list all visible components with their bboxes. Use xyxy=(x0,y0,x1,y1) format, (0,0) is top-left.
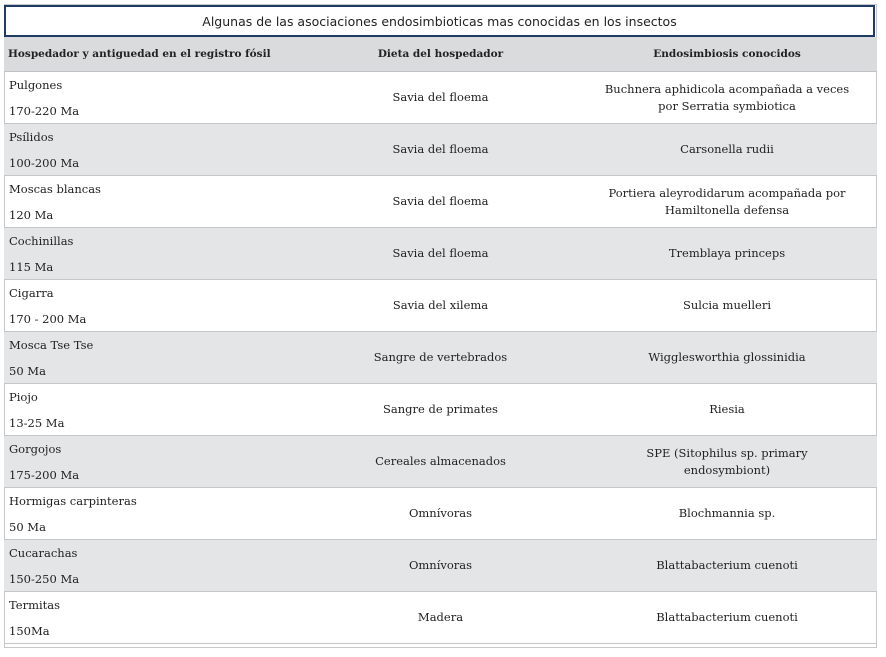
endosymbiont-text: Wigglesworthia glossinidia xyxy=(648,350,806,364)
endosymbiont-text: Blochmannia sp. xyxy=(678,506,776,520)
host-name: Moscas blancas xyxy=(9,182,101,196)
diet-cell: Sangre de vertebrados xyxy=(304,332,577,384)
table-row xyxy=(4,176,877,228)
endosymbiont-text: Sulcia muelleri xyxy=(682,298,772,312)
host-age: 100-200 Ma xyxy=(9,156,80,170)
header-row xyxy=(4,37,877,72)
endosymbiont-text: Portiera aleyrodidarum acompañada por Hamiltonella defensa xyxy=(608,185,846,217)
host-age: 50 Ma xyxy=(9,520,46,534)
host-name: Mosca Tse Tse xyxy=(9,338,94,352)
host-cell xyxy=(4,540,304,592)
header-host: Hospedador y antiguedad en el registro fósil xyxy=(4,37,304,72)
host-name: Cochinillas xyxy=(9,234,74,248)
header-diet: Dieta del hospedador xyxy=(304,37,577,72)
table-row xyxy=(4,488,877,540)
diet-cell: Savia del floema xyxy=(304,228,577,280)
endosymbiosis-table xyxy=(4,37,877,644)
host-age: 150Ma xyxy=(9,624,50,638)
host-age: 13-25 Ma xyxy=(9,416,65,430)
endosymbiont-cell xyxy=(577,592,877,644)
endosymbiont-cell xyxy=(577,72,877,124)
table-row xyxy=(4,592,877,644)
table-row xyxy=(4,72,877,124)
endosymbiont-text: Tremblaya princeps xyxy=(668,246,786,260)
table-row xyxy=(4,280,877,332)
host-cell xyxy=(4,384,304,436)
endosymbiont-text: Buchnera aphidicola acompañada a veces por Serratia symbiotica xyxy=(604,81,850,113)
endosymbiont-cell xyxy=(577,332,877,384)
endosymbiont-cell xyxy=(577,124,877,176)
diet-cell: Savia del xilema xyxy=(304,280,577,332)
endosymbiont-cell xyxy=(577,488,877,540)
host-name: Cigarra xyxy=(9,286,54,300)
endosymbiont-text: Carsonella rudii xyxy=(680,142,774,156)
endosymbiont-cell xyxy=(577,384,877,436)
diet-cell: Omnívoras xyxy=(304,488,577,540)
host-age: 170 - 200 Ma xyxy=(9,312,87,326)
host-cell xyxy=(4,488,304,540)
endosymbiont-cell xyxy=(577,436,877,488)
host-name: Gorgojos xyxy=(9,442,62,456)
endosymbiont-cell xyxy=(577,540,877,592)
table-row xyxy=(4,228,877,280)
host-cell xyxy=(4,176,304,228)
host-cell xyxy=(4,72,304,124)
host-name: Psílidos xyxy=(9,130,54,144)
endosymbiont-text: SPE (Sitophilus sp. primary endosymbiont) xyxy=(646,445,808,477)
host-cell xyxy=(4,436,304,488)
host-age: 150-250 Ma xyxy=(9,572,80,586)
table-row xyxy=(4,124,877,176)
host-age: 120 Ma xyxy=(9,208,54,222)
host-age: 115 Ma xyxy=(9,260,54,274)
table-row xyxy=(4,540,877,592)
host-name: Hormigas carpinteras xyxy=(9,494,137,508)
endosymbiont-cell xyxy=(577,176,877,228)
host-cell xyxy=(4,592,304,644)
host-age: 170-220 Ma xyxy=(9,104,80,118)
host-name: Piojo xyxy=(9,390,38,404)
host-cell xyxy=(4,332,304,384)
table-row xyxy=(4,436,877,488)
host-cell xyxy=(4,124,304,176)
diet-cell: Madera xyxy=(304,592,577,644)
host-cell xyxy=(4,280,304,332)
host-name: Cucarachas xyxy=(9,546,78,560)
endosymbiont-text: Riesia xyxy=(709,402,745,416)
host-cell xyxy=(4,228,304,280)
endosymbiont-cell xyxy=(577,280,877,332)
table-title: Algunas de las asociaciones endosimbioticas mas conocidas en los insectos xyxy=(4,5,875,37)
diet-cell: Savia del floema xyxy=(304,176,577,228)
host-age: 50 Ma xyxy=(9,364,46,378)
diet-cell: Savia del floema xyxy=(304,124,577,176)
endosymbiont-cell xyxy=(577,228,877,280)
diet-cell: Savia del floema xyxy=(304,72,577,124)
diet-cell: Sangre de primates xyxy=(304,384,577,436)
header-endosymbionts: Endosimbiosis conocidos xyxy=(577,37,877,72)
host-age: 175-200 Ma xyxy=(9,468,80,482)
table-row xyxy=(4,332,877,384)
diet-cell: Cereales almacenados xyxy=(304,436,577,488)
table-row xyxy=(4,384,877,436)
endosymbiont-text: Blattabacterium cuenoti xyxy=(656,610,798,624)
diet-cell: Omnívoras xyxy=(304,540,577,592)
endosymbiont-text: Blattabacterium cuenoti xyxy=(656,558,798,572)
host-name: Pulgones xyxy=(9,78,63,92)
host-name: Termitas xyxy=(9,598,61,612)
